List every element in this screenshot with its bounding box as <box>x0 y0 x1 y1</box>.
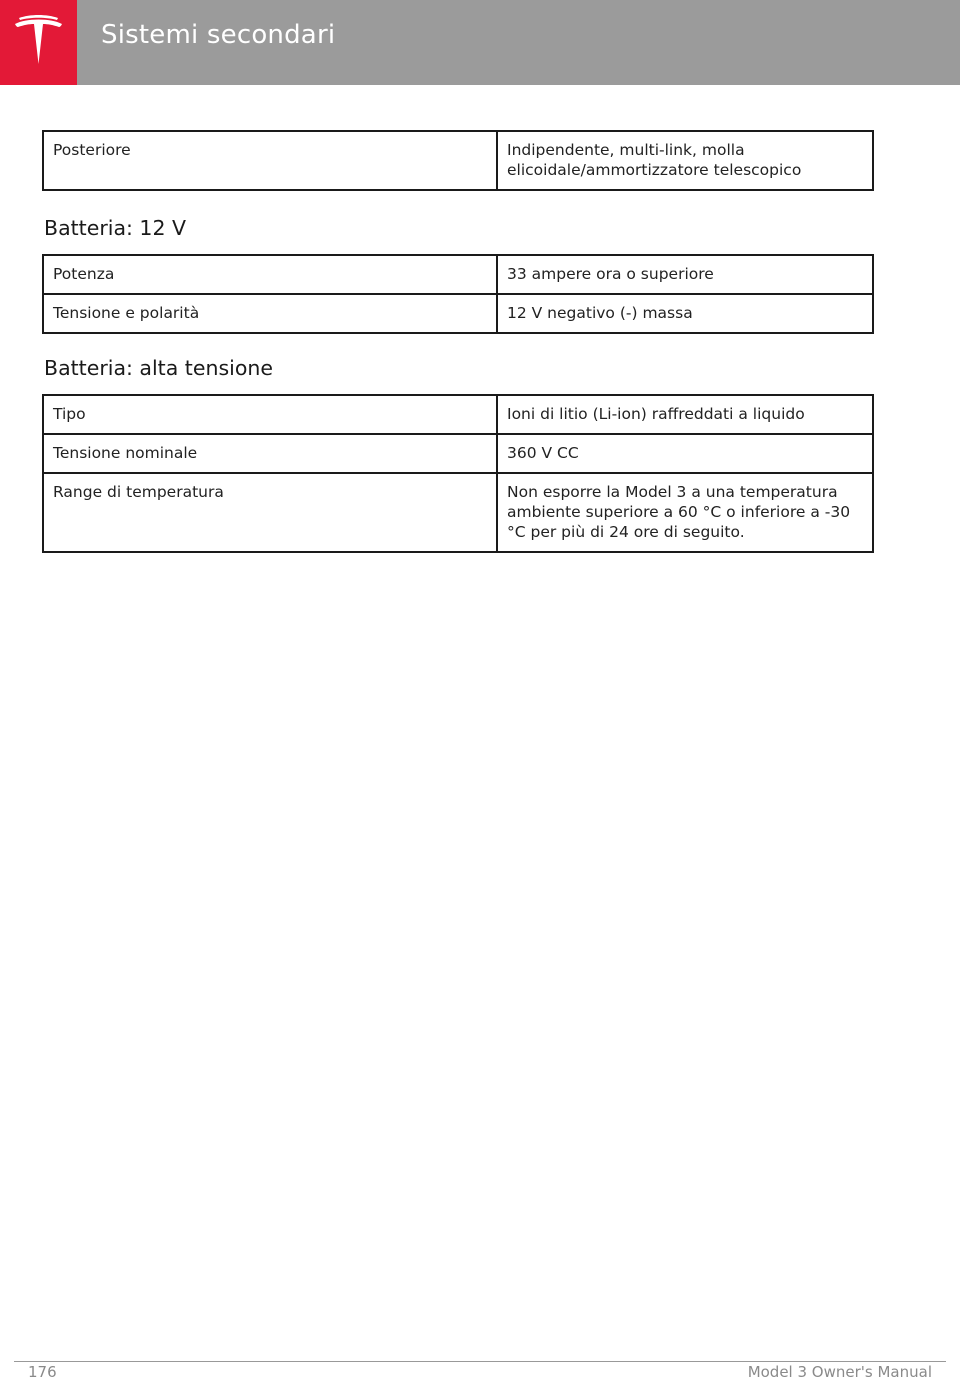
row-value: 12 V negativo (-) massa <box>497 294 873 333</box>
row-label: Potenza <box>43 255 497 294</box>
row-label: Posteriore <box>43 131 497 190</box>
tesla-logo-icon <box>12 14 65 70</box>
tesla-logo <box>0 0 77 85</box>
battery-12v-table <box>42 254 874 334</box>
suspension-table <box>42 130 874 191</box>
page-header <box>0 0 960 85</box>
row-label: Tensione nominale <box>43 434 497 473</box>
row-value: 360 V CC <box>497 434 873 473</box>
page-title: Sistemi secondari <box>101 20 336 50</box>
table-row <box>43 294 873 333</box>
row-label: Range di temperatura <box>43 473 497 552</box>
section-heading-hv: Batteria: alta tensione <box>44 356 273 380</box>
footer-divider <box>14 1361 946 1362</box>
row-label: Tensione e polarità <box>43 294 497 333</box>
battery-hv-table <box>42 394 874 553</box>
table-row <box>43 395 873 434</box>
section-heading-12v: Batteria: 12 V <box>44 216 187 240</box>
manual-title: Model 3 Owner's Manual <box>747 1363 932 1381</box>
table-row <box>43 434 873 473</box>
page-number: 176 <box>28 1363 57 1381</box>
table-row <box>43 255 873 294</box>
table-row <box>43 131 873 190</box>
row-value: 33 ampere ora o superiore <box>497 255 873 294</box>
row-value: Non esporre la Model 3 a una temperatura ambiente superiore a 60 °C o inferiore a -30 °C per più di 24 ore di seguito. <box>497 473 873 552</box>
row-label: Tipo <box>43 395 497 434</box>
row-value: Ioni di litio (Li-ion) raffreddati a liquido <box>497 395 873 434</box>
table-row <box>43 473 873 552</box>
row-value: Indipendente, multi-link, molla elicoidale/ammortizzatore telescopico <box>497 131 873 190</box>
